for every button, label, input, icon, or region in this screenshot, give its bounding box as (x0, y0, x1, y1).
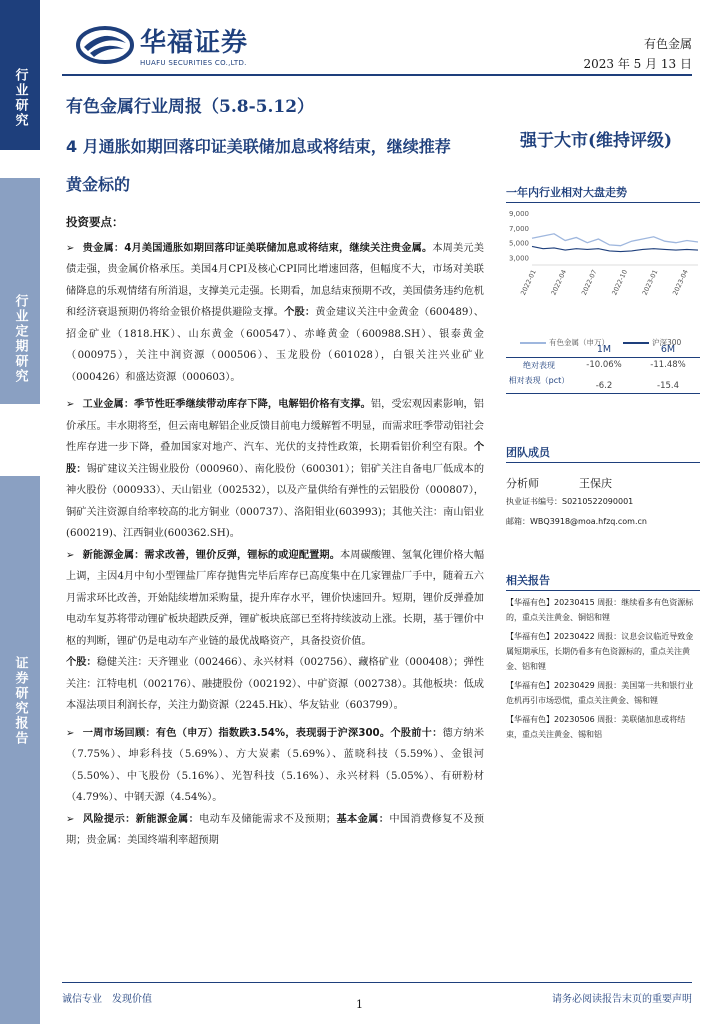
report-title: 有色金属行业周报（5.8-5.12） (66, 97, 315, 117)
arrow-bullet-icon: ➢ (66, 399, 75, 410)
perf-row-label: 相对表现（pct） (506, 373, 572, 394)
arrow-bullet-icon: ➢ (66, 727, 75, 739)
perf-cell: -11.48% (636, 358, 700, 374)
report-headline: 4 月通胀如期回落印证美联储加息或将结束，继续推荐黄金标的 (66, 137, 451, 194)
chart-section-title: 一年内行业相对大盘走势 (506, 184, 700, 203)
arrow-bullet-icon: ➢ (66, 813, 75, 825)
legend-item-sector: 有色金属（申万） (520, 337, 609, 348)
legend-item-csi300: 沪深300 (623, 337, 681, 348)
brand-name-cn: 华福证券 (140, 28, 249, 58)
analyst-cert: 执业证书编号：S0210522090001 (506, 497, 634, 506)
arrow-bullet-icon: ➢ (66, 242, 75, 254)
sidebar-tab-industry-research: 行业研究 (0, 0, 40, 150)
x-tick-label: 2023-01 (640, 268, 660, 297)
footer-disclaimer: 请务必阅读报告末页的重要声明 (552, 994, 692, 1005)
x-tick-label: 2022-07 (579, 268, 599, 297)
y-tick-label: 9,000 (508, 210, 529, 218)
sidebar-tab-periodic-research: 行业定期研究 (0, 178, 40, 404)
related-report-link[interactable]: 【华福有色】20230422 周报：议息会议临近导致金属短期承压，长期仍看多有色资源标的，重点关注黄金、铝和锂 (506, 632, 694, 671)
brand-name-en: HUAFU SECURITIES CO.,LTD. (140, 59, 247, 67)
team-section (506, 444, 700, 527)
footer-divider (62, 982, 692, 983)
perf-cell: -6.2 (572, 373, 636, 394)
x-tick-label: 2022-01 (519, 268, 538, 297)
footer-slogan: 诚信专业 发现价值 (62, 994, 152, 1005)
perf-header-1m: 1M (596, 344, 612, 355)
related-report-link[interactable]: 【华福有色】20230429 周报：美国第一共和银行业危机再引市场恐慌，重点关注黄金、锡和锂 (506, 681, 694, 705)
series-line-0 (532, 234, 698, 246)
related-report-link[interactable]: 【华福有色】20230415 周报：继续看多有色资源标的，重点关注黄金、铜铝和锂 (506, 598, 694, 622)
paragraph-new-energy-metals: ➢ 新能源金属：需求改善，锂价反弹，锂标的或迎配置期。本周碳酸锂、氢氧化锂价格大幅上调，主因4月中旬小型锂盐厂库存抛售完毕后库存已高度集中在几家锂盐厂手中，随着五六月需求环比改善，开始陆续增加采购量，提升库存水平，锂价快速回升。短期，锂价反弹叠加电动车复苏将带动锂矿板块超跌反弹，锂矿板块底部已至将持续波动上涨。长期，基于锂价中枢的判断，锂矿仍是电动车产业链的最优战略资产，具备投资价值。 (66, 549, 485, 647)
series-line-1 (532, 246, 698, 251)
paragraph-risk-warning: ➢ 风险提示：新能源金属：电动车及储能需求不及预期；基本金属：中国消费修复不及预期；贵金属：美国终端利率超预期 (66, 813, 485, 846)
header-divider (62, 74, 692, 76)
paragraph-precious-metals: ➢ 贵金属：4月美国通胀如期回落印证美联储加息或将结束，继续关注贵金属。本周美元美债走强，贵金属价格承压。美国4月CPI及核心CPI同比增速回落，但幅度不大，市场对美联储降息的乐观情绪有所消退，支撑美元走强。长期看，加息结束预期不改，美国债务违约危机和经济衰退预期仍将给金银价格提供避险支撑。个股：黄金建议关注中金黄金（600489）、招金矿业（1818.HK）、山东黄金（600547）、赤峰黄金（600988.SH）、银泰黄金（000975），关注中润资源（000506）、玉龙股份（601028），白银关注兴业矿业（000426）和盛达资源（000603）。 (66, 242, 484, 383)
perf-cell: -10.06% (572, 358, 636, 374)
huafu-logo-icon (76, 25, 134, 65)
perf-cell: -15.4 (636, 373, 700, 394)
related-reports-section (506, 572, 700, 742)
trend-chart (506, 207, 700, 307)
header-date: 2023 年 5 月 13 日 (583, 57, 692, 71)
paragraph-industrial-metals: ➢ 工业金属：季节性旺季继续带动库存下降，电解铝价格有支撑。铝，受宏观因素影响，铝价承压。丰水期将至，但云南电解铝企业反馈目前电力缓解暂不明显，而需求旺季带动铝社会性库存进一步下降，叠加国家对地产、汽车、光伏的支持性政策，长期看铝价利空有限。个股：锡矿建议关注锡业股份（000960）、南化股份（600301）；铝矿关注自备电厂低成本的神火股份（000933）、天山铝业（002532），以及产量供给有弹性的云铝股份（000807），铜矿关注资源自给率较高的北方铜业（000737）、洛阳钼业(603993)；其他关注：南山铝业(600219)、江西铜业(600362.SH)。 (66, 399, 485, 539)
perf-row-label: 绝对表现 (506, 358, 572, 374)
sidebar-tab-securities-report: 证券研究报告 (0, 476, 40, 1024)
arrow-bullet-icon: ➢ (66, 549, 75, 561)
page-number: 1 (356, 998, 363, 1011)
analyst-name: 王保庆 (579, 477, 612, 490)
key-points-title: 投资要点： (66, 215, 124, 229)
related-section-title: 相关报告 (506, 572, 700, 591)
x-tick-label: 2023-04 (671, 268, 690, 297)
paragraph-new-energy-stocks: 个股：稳健关注：天齐锂业（002466）、永兴材料（002756）、藏格矿业（000408）；弹性关注：江特电机（002176）、融捷股份（002192）、中矿资源（002738）。其他板块：低成本湿法项目利润长存，关注力勤资源（2245.Hk）、华友钴业（603799）。 (66, 657, 484, 711)
header-industry: 有色金属 (643, 37, 692, 51)
perf-header-6m: 6M (660, 344, 676, 355)
brand-logo (76, 22, 248, 67)
analyst-email[interactable]: 邮箱：WBQ3918@moa.hfzq.com.cn (506, 517, 647, 526)
y-tick-label: 3,000 (508, 254, 529, 263)
team-section-title: 团队成员 (506, 444, 700, 463)
analyst-role: 分析师 (506, 477, 539, 490)
paragraph-market-review: ➢ 一周市场回顾：有色（申万）指数跌3.54%，表现弱于沪深300。个股前十：德方纳米（7.75%）、坤彩科技（5.69%）、方大炭素（5.69%）、蓝晓科技（5.59%）、金银河（5.50%）、中飞股份（5.16%）、光智科技（5.16%）、永兴材料（5.05%）、有研粉材（4.79%）、中钢天源（4.54%）。 (66, 727, 485, 803)
x-tick-label: 2022-04 (549, 268, 569, 297)
related-report-link[interactable]: 【华福有色】20230506 周报：美联储加息或将结束，重点关注黄金、锡和铝 (506, 715, 686, 739)
rating-badge: 强于大市(维持评级) (520, 131, 673, 151)
y-tick-label: 5,000 (508, 239, 529, 248)
performance-table (506, 342, 700, 394)
report-body (66, 212, 484, 852)
y-tick-label: 7,000 (508, 224, 529, 233)
x-tick-label: 2022-10 (610, 268, 630, 297)
trend-chart-section (506, 184, 700, 348)
